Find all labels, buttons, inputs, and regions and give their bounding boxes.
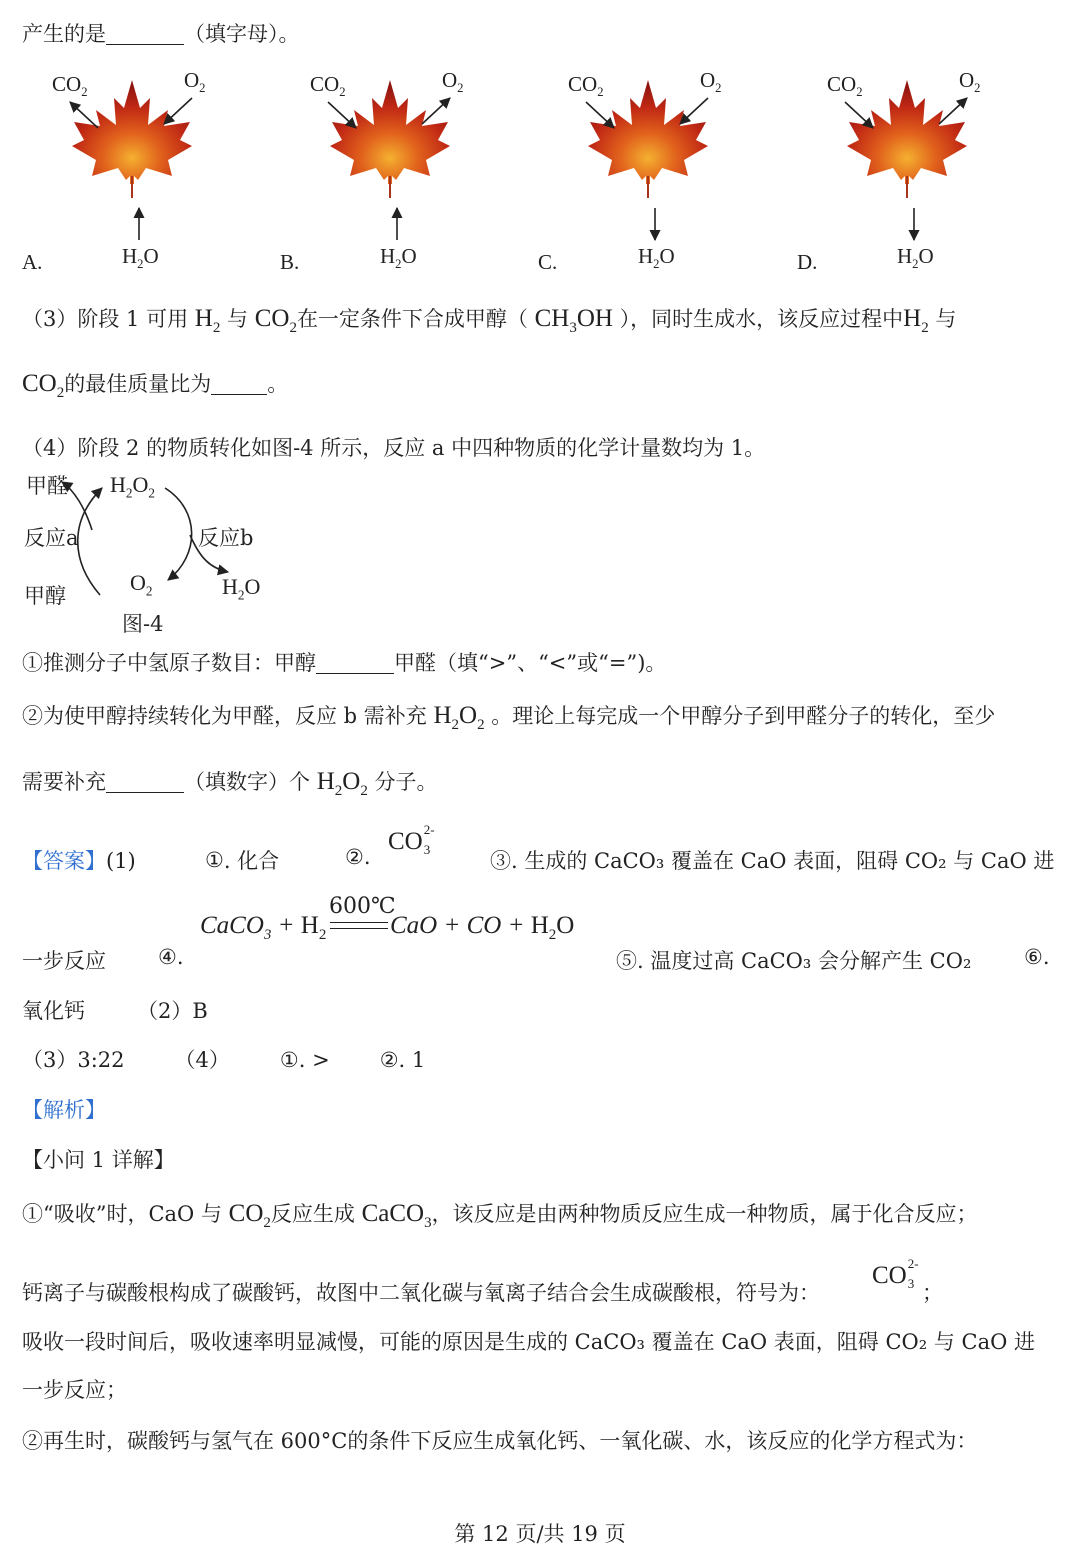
co2-label: $CO_2$ (52, 72, 88, 100)
question-text: （填字母）。 (184, 22, 300, 46)
answer-blank (316, 652, 394, 674)
q3-text: （3）阶段 1 可用 (22, 307, 189, 331)
answer-1-4: ④. (158, 945, 184, 969)
answer-1-2: ②. (345, 845, 371, 869)
answer-line1 (22, 845, 136, 875)
answer-text: . 温度过高 CaCO₃ 会分解产生 CO₂ (637, 949, 972, 973)
circled-number: ③ (490, 849, 511, 873)
carbonate-ion: CO 2- 3 (388, 822, 435, 857)
answer-text: . 1 (398, 1048, 426, 1072)
option-label: D. (797, 250, 818, 274)
option-label: B. (280, 250, 300, 274)
option-label: A. (22, 250, 43, 274)
q4-text: （4）阶段 2 的物质转化如图-4 所示，反应 a 中四种物质的化学计量数均为 1。 (22, 436, 766, 460)
answer-blank (211, 373, 267, 395)
question-text: 产生的是 (22, 22, 106, 46)
o2-arrow (164, 98, 192, 124)
answer-3-cont: 一步反应 (22, 949, 106, 973)
analysis-line2-end: ； (922, 1281, 943, 1305)
maple-leaf-icon (847, 80, 967, 198)
equation-products: CaO + CO + $H_2O$ (390, 912, 575, 943)
analysis-subheading: 【小问 1 详解】 (22, 1148, 175, 1172)
q4-2-text: （填数字）个 (184, 770, 310, 794)
answer-text: . 化合 (223, 849, 280, 873)
q4-1 (22, 647, 666, 677)
o2-label: $O_2$ (959, 68, 981, 96)
leaf-option-c (538, 60, 758, 280)
q4-1-text: ①推测分子中氢原子数目：甲醇 (22, 651, 316, 675)
fig4-h2o2: $H_2O_2$ (110, 472, 155, 501)
answer-1-1 (205, 845, 279, 875)
h2o2-formula: $H_2O_2$ (316, 768, 368, 799)
carbonate-ion: CO 2- 3 (872, 1256, 919, 1291)
fig4-reaction-a: 反应a (24, 526, 79, 550)
maple-leaf-icon (330, 80, 450, 198)
co2-formula: $CO_2$ (22, 370, 65, 401)
answer-text: 氧化钙 (22, 999, 85, 1023)
h2o-label: $H_2O$ (897, 244, 934, 272)
analysis-text: ①“吸收”时，CaO 与 (22, 1202, 222, 1226)
o2-label: $O_2$ (700, 68, 722, 96)
q3-text: 与 (227, 307, 249, 331)
q4-2-line2 (22, 766, 438, 800)
analysis-line4: 一步反应； (22, 1378, 127, 1402)
maple-leaf-icon (72, 80, 192, 198)
co2-formula: $CO_2$ (228, 1200, 271, 1231)
answer-part: （3）3:22 (22, 1048, 125, 1072)
maple-leaf-icon (588, 80, 708, 198)
equation-reactants: CaCO$_3$ + $H_2$ (200, 912, 327, 943)
circled-number: ④ (158, 945, 177, 969)
answer-blank (106, 771, 184, 793)
leaf-option-b (280, 60, 500, 280)
leaf-option-a (22, 60, 242, 280)
o2-arrow (680, 98, 708, 124)
q3-line1 (22, 303, 956, 337)
q4-2-line1 (22, 700, 995, 734)
circled-number: ① (279, 1048, 299, 1072)
ch3oh-formula: $CH_3OH$ (534, 305, 613, 336)
co2-label: $CO_2$ (310, 72, 346, 100)
question-top-line (22, 18, 300, 48)
h2o2-formula: $H_2O_2$ (433, 702, 485, 733)
o2-arrow (422, 98, 450, 124)
fig4-reaction-b: 反应b (198, 526, 254, 550)
q3-text: ），同时生成水，该反应过程中 (619, 307, 904, 331)
answer-part: (1) (106, 849, 136, 873)
fig4-methanol: 甲醇 (24, 584, 66, 608)
answer-1-3 (490, 845, 1054, 875)
arrow-reaction-b (165, 488, 192, 580)
q3-text: 在一定条件下合成甲醇（ (296, 307, 528, 331)
analysis-text: 反应生成 (270, 1202, 355, 1226)
analysis-line1 (22, 1198, 978, 1232)
q3-line2 (22, 368, 288, 402)
circled-number: ⑥ (1024, 945, 1043, 969)
reaction-condition: 600℃ (329, 894, 396, 919)
h2-formula: $H_2$ (194, 305, 221, 336)
answer-part: （4） (174, 1048, 230, 1072)
q4-2-text: ②为使甲醇持续转化为甲醛，反应 b 需补充 (22, 704, 427, 728)
h2o-label: $H_2O$ (638, 244, 675, 272)
o2-arrow (939, 98, 967, 124)
analysis-text: ，该反应是由两种物质反应生成一种物质，属于化合反应； (431, 1202, 978, 1226)
circled-number: ② (345, 845, 364, 869)
h2o-label: $H_2O$ (380, 244, 417, 272)
answer-blank (106, 23, 184, 45)
q4-2-text: 分子。 (374, 770, 438, 794)
analysis-line2 (22, 1277, 820, 1307)
o2-label: $O_2$ (442, 68, 464, 96)
equals-sign (330, 922, 388, 929)
circled-number: ① (205, 848, 224, 872)
answer-line4 (22, 1044, 425, 1074)
analysis-text: 钙离子与碳酸根构成了碳酸钙，故图中二氧化碳与氧离子结合会生成碳酸根，符号为： (22, 1281, 820, 1305)
q3-text: 。 (267, 372, 289, 396)
fig4-formaldehyde: 甲醛 (26, 474, 68, 498)
co2-label: $CO_2$ (568, 72, 604, 100)
co2-label: $CO_2$ (827, 72, 863, 100)
page-footer: 第 12 页/共 19 页 (454, 1522, 626, 1546)
fig4-h2o: $H_2O$ (222, 574, 261, 603)
answer-part: （2）B (137, 999, 208, 1023)
q4-2-text: 需要补充 (22, 770, 106, 794)
leaf-option-d (797, 60, 1017, 280)
fig4-caption: 图-4 (122, 612, 164, 636)
answer-1-6: ⑥. (1024, 945, 1050, 969)
answer-line3 (22, 995, 208, 1025)
q3-text: 的最佳质量比为 (64, 372, 212, 396)
circled-number: ② (379, 1048, 399, 1072)
fig4-o2: $O_2$ (130, 570, 153, 599)
q4-1-text: 甲醛（填“>”、“<”或“=”)。 (394, 651, 667, 675)
circled-number: ⑤ (616, 949, 637, 973)
q3-text: 与 (935, 307, 957, 331)
analysis-line3: 吸收一段时间后，吸收速率明显减慢，可能的原因是生成的 CaCO₃ 覆盖在 CaO 表面，阻碍 CO₂ 与 CaO 进 (22, 1330, 1036, 1354)
h2-formula: $H_2$ (903, 305, 929, 336)
analysis-line5: ②再生时，碳酸钙与氢气在 600°C的条件下反应生成氧化钙、一氧化碳、水，该反应的化学方程式为： (22, 1429, 978, 1453)
co2-formula: $CO_2$ (254, 305, 297, 336)
q4-2-text: 。理论上每完成一个甲醇分子到甲醛分子的转化，至少 (491, 704, 996, 728)
o2-label: $O_2$ (184, 68, 206, 96)
answer-tag: 【答案】 (22, 849, 106, 873)
analysis-tag: 【解析】 (22, 1098, 106, 1122)
answer-1-5 (616, 945, 971, 975)
caco3-formula: CaCO$_3$ (361, 1200, 432, 1231)
h2o-label: $H_2O$ (122, 244, 159, 272)
answer-text: . 生成的 CaCO₃ 覆盖在 CaO 表面，阻碍 CO₂ 与 CaO 进 (511, 849, 1055, 873)
answer-text: . > (298, 1048, 330, 1072)
option-label: C. (538, 250, 558, 274)
